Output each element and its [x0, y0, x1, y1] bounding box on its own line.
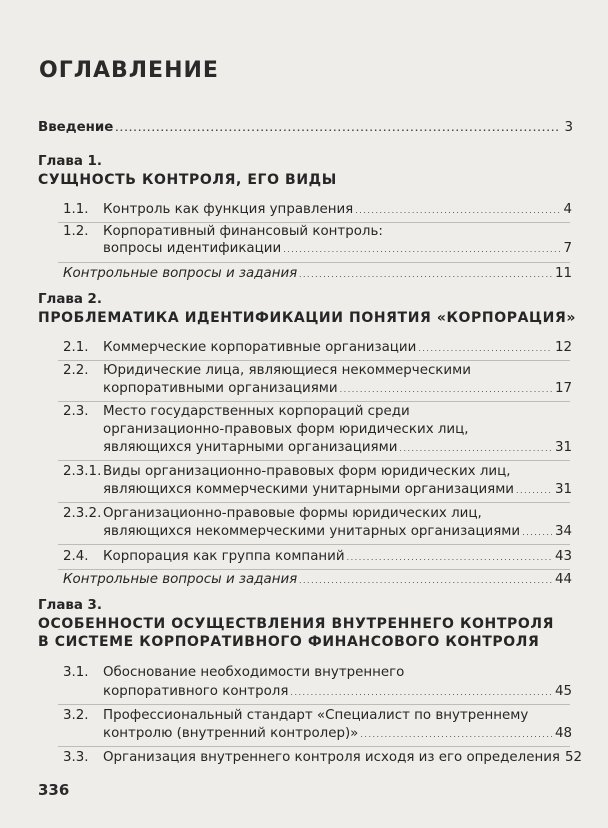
toc-entry[interactable] [103, 440, 572, 457]
toc-entry[interactable] [103, 482, 572, 499]
dot-leader [290, 685, 552, 701]
entry-divider [58, 401, 570, 402]
entry-text: Обоснование необходимости внутреннего [103, 665, 405, 680]
entry-divider [58, 544, 570, 545]
entry-text: Введение [38, 120, 114, 135]
dot-leader [516, 483, 552, 499]
entry-page: 48 [554, 726, 572, 741]
entry-text: Коммерческие корпоративные организации [103, 340, 417, 355]
entry-page: 4 [563, 202, 572, 217]
toc-entry[interactable] [103, 726, 572, 743]
entry-divider [58, 502, 570, 503]
toc-entry-questions[interactable] [63, 572, 572, 589]
entry-page: 3 [564, 120, 573, 135]
dot-leader [399, 441, 552, 457]
entry-divider [58, 704, 570, 705]
entry-text: Организация внутреннего контроля исходя из его определения [103, 750, 560, 765]
chapter-label: Глава 3. [38, 598, 102, 613]
entry-number: 2.4. [63, 549, 89, 564]
dot-leader [299, 573, 552, 589]
entry-text: Юридические лица, являющиеся некоммерческими [103, 363, 471, 378]
dot-leader [522, 525, 552, 541]
entry-text: Виды организационно-правовых форм юридических лиц, [103, 464, 511, 479]
toc-entry[interactable] [63, 202, 572, 219]
entry-number: 3.2. [63, 708, 89, 723]
entry-number: 2.2. [63, 363, 89, 378]
chapter-title: В СИСТЕМЕ КОРПОРАТИВНОГО ФИНАНСОВОГО КОНТРОЛЯ [38, 634, 540, 650]
entry-text: Место государственных корпораций среди [103, 404, 410, 419]
entry-number: 2.3. [63, 404, 89, 419]
entry-page: 31 [554, 482, 572, 497]
dot-leader [418, 341, 552, 357]
entry-text: Контроль как функция управления [103, 202, 354, 217]
chapter-label: Глава 2. [38, 292, 102, 307]
entry-text: корпоративного контроля [103, 684, 289, 699]
entry-text: корпоративными организациями [103, 381, 338, 396]
entry-divider [58, 262, 570, 263]
toc-entry[interactable] [103, 524, 572, 541]
entry-text: Корпорация как группа компаний [103, 549, 345, 564]
entry-page: 44 [554, 572, 572, 587]
entry-text: организационно-правовых форм юридических лиц, [103, 422, 469, 437]
toc-title: ОГЛАВЛЕНИЕ [39, 58, 219, 83]
chapter-title: СУЩНОСТЬ КОНТРОЛЯ, ЕГО ВИДЫ [38, 172, 337, 188]
entry-text: Контрольные вопросы и задания [63, 266, 298, 281]
entry-text: являющихся некоммерческими унитарных организациями [103, 524, 521, 539]
toc-entry-intro[interactable] [38, 120, 573, 137]
dot-leader [299, 267, 552, 283]
entry-divider [58, 569, 570, 570]
toc-entry[interactable] [63, 750, 583, 767]
page-number: 336 [38, 781, 70, 799]
entry-number: 3.3. [63, 750, 89, 765]
toc-entry-questions[interactable] [63, 266, 572, 283]
entry-number: 2.3.2. [63, 506, 102, 521]
entry-page: 7 [563, 241, 572, 256]
entry-text: Профессиональный стандарт «Специалист по внутреннему [103, 708, 529, 723]
entry-page: 34 [554, 524, 572, 539]
entry-text: контролю (внутренний контролер)» [103, 726, 359, 741]
toc-entry[interactable] [103, 381, 572, 398]
entry-page: 52 [564, 750, 583, 765]
dot-leader [115, 121, 561, 137]
entry-number: 2.1. [63, 340, 89, 355]
entry-page: 45 [554, 684, 572, 699]
entry-text: вопросы идентификации [103, 241, 282, 256]
entry-divider [58, 360, 570, 361]
entry-divider [58, 746, 570, 747]
chapter-label: Глава 1. [38, 154, 102, 169]
toc-entry[interactable] [63, 340, 572, 357]
entry-text: являющихся унитарными организациями [103, 440, 398, 455]
entry-page: 43 [554, 549, 572, 564]
toc-entry[interactable] [103, 684, 572, 701]
entry-number: 3.1. [63, 665, 89, 680]
entry-page: 17 [554, 381, 572, 396]
toc-entry[interactable] [103, 241, 572, 258]
entry-number: 1.1. [63, 202, 89, 217]
dot-leader [283, 242, 560, 258]
entry-text: Контрольные вопросы и задания [63, 572, 298, 587]
dot-leader [355, 203, 560, 219]
entry-number: 1.2. [63, 224, 89, 239]
chapter-title: ОСОБЕННОСТИ ОСУЩЕСТВЛЕНИЯ ВНУТРЕННЕГО КОНТРОЛЯ [38, 616, 554, 632]
entry-text: являющихся коммерческими унитарными организациями [103, 482, 515, 497]
dot-leader [360, 727, 552, 743]
entry-page: 31 [554, 440, 572, 455]
entry-number: 2.3.1. [63, 464, 102, 479]
entry-divider [58, 460, 570, 461]
dot-leader [347, 550, 552, 566]
entry-text: Организационно-правовые формы юридических лиц, [103, 506, 482, 521]
toc-entry[interactable] [63, 549, 572, 566]
chapter-title: ПРОБЛЕМАТИКА ИДЕНТИФИКАЦИИ ПОНЯТИЯ «КОРПОРАЦИЯ» [38, 310, 576, 326]
entry-text: Корпоративный финансовый контроль: [103, 224, 383, 239]
entry-page: 12 [554, 340, 572, 355]
entry-page: 11 [554, 266, 572, 281]
entry-divider [58, 222, 570, 223]
dot-leader [340, 382, 552, 398]
